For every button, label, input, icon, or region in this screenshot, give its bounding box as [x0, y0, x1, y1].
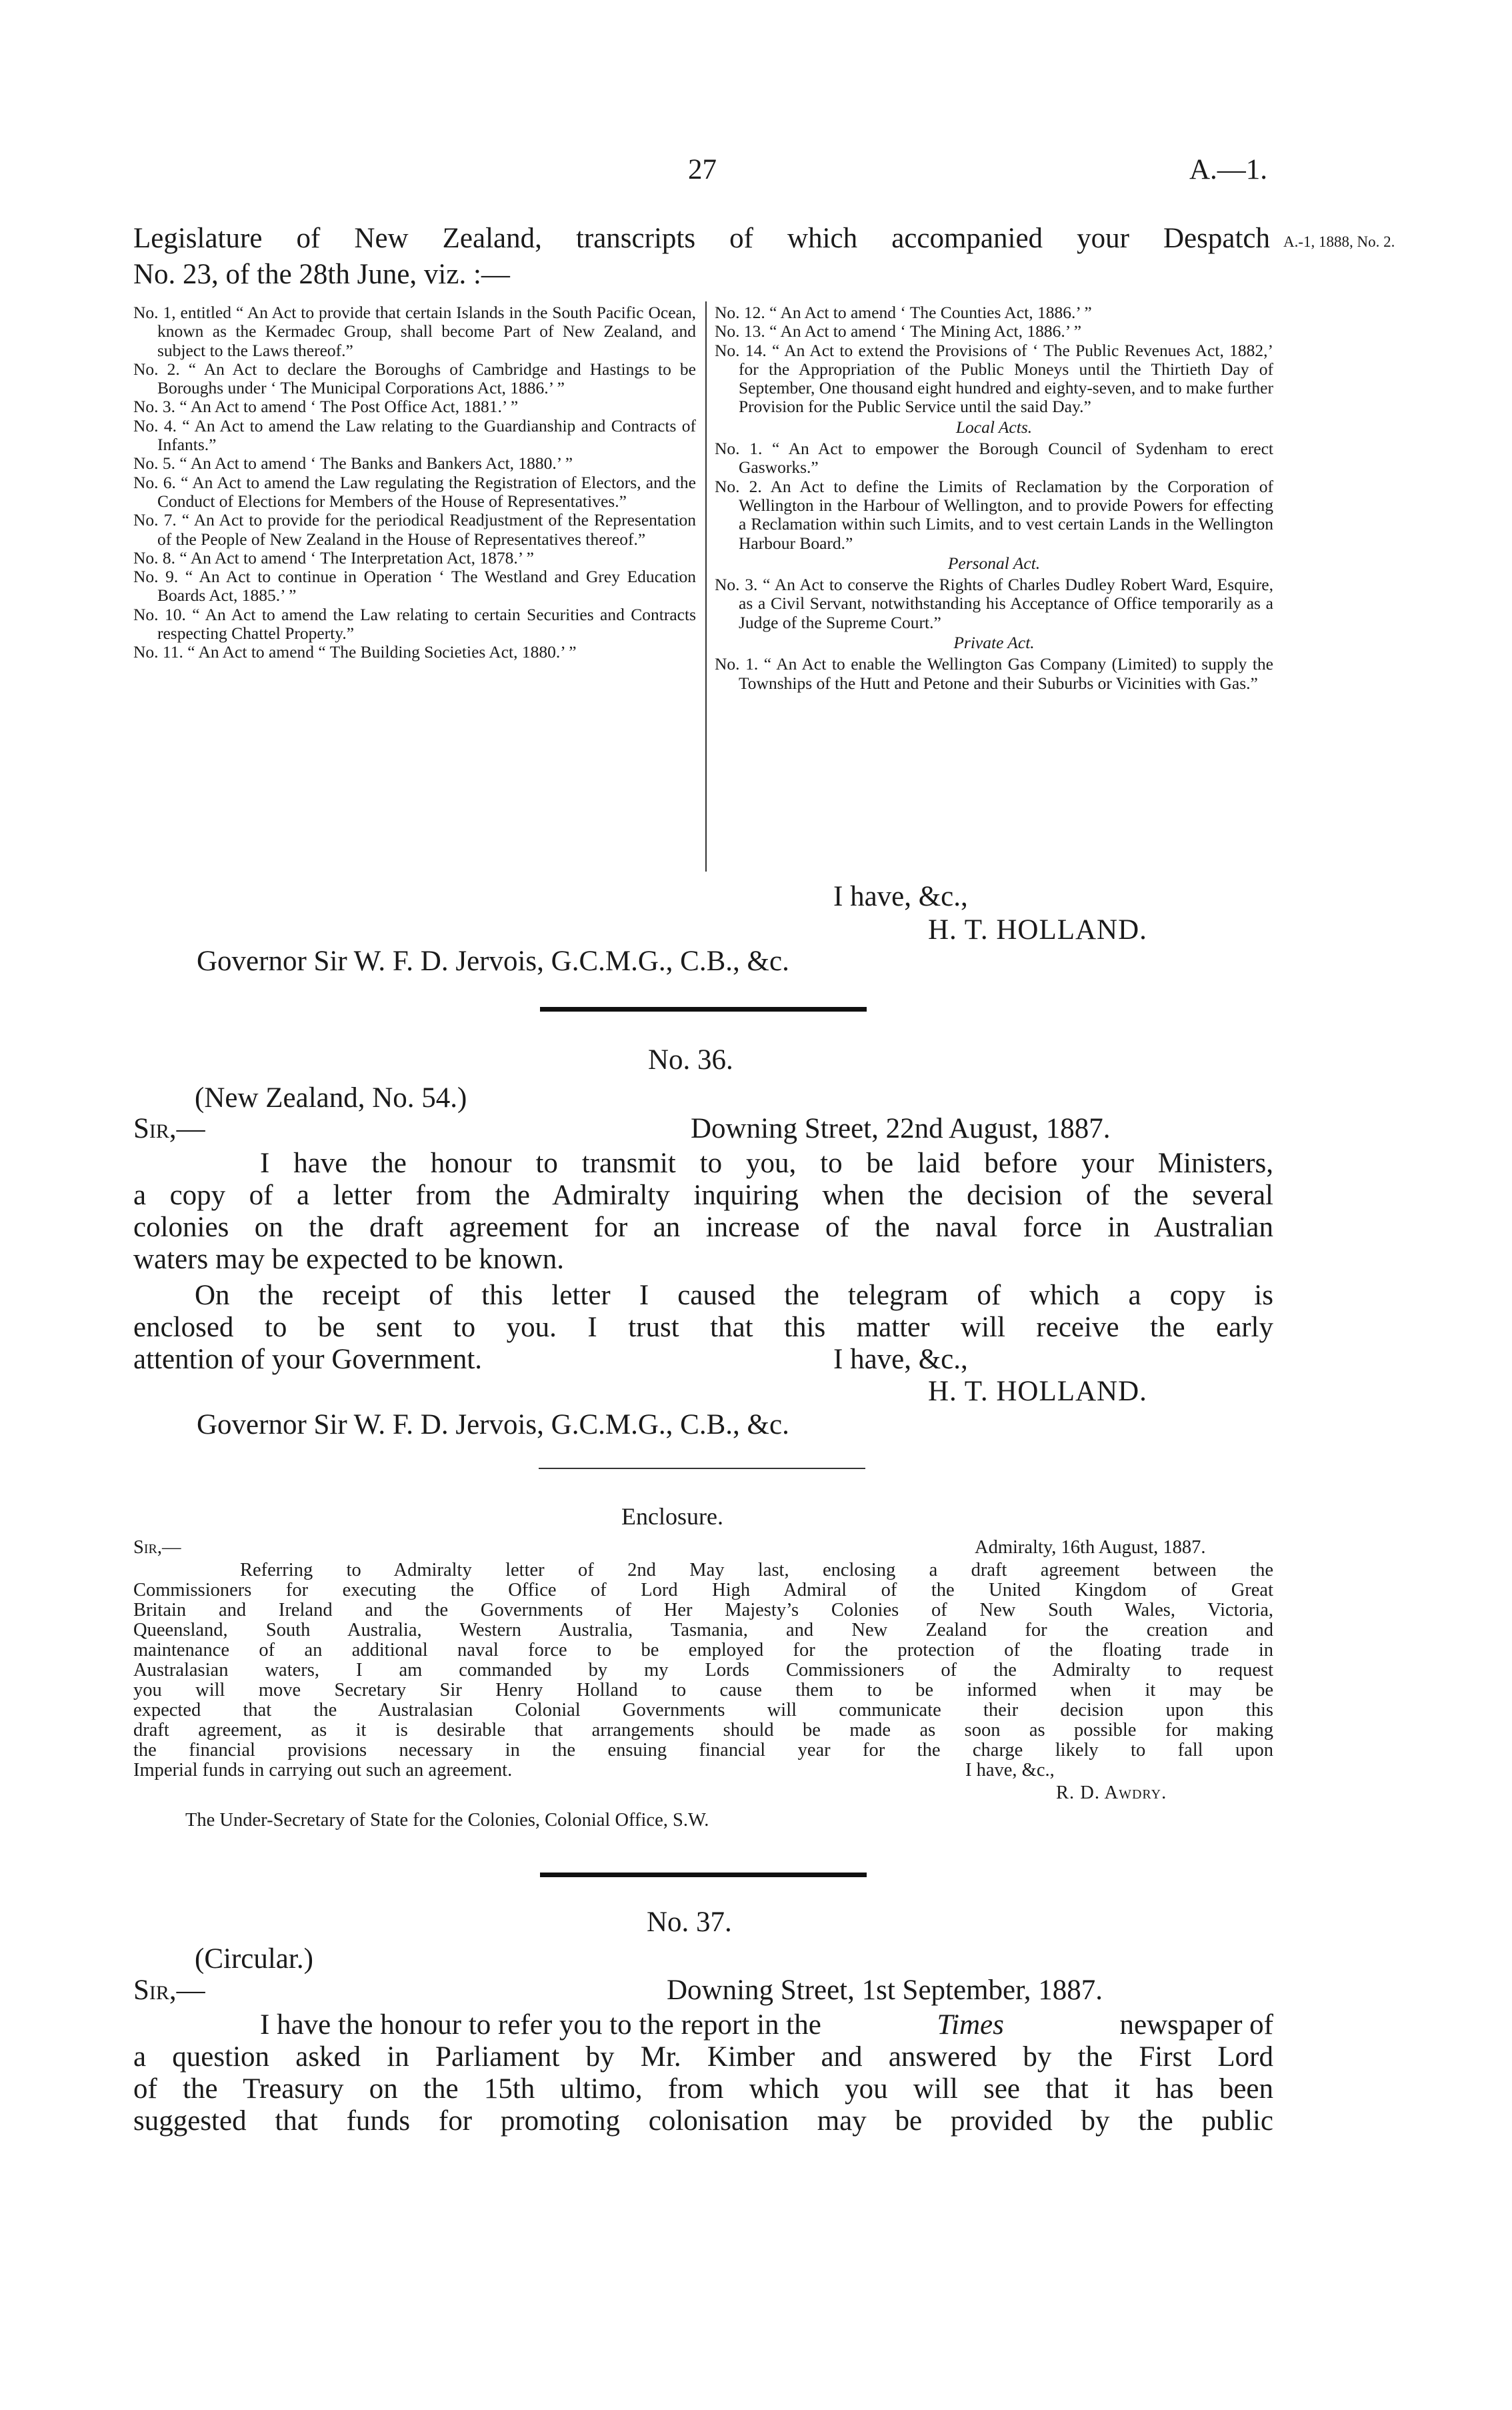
list-item: No. 10. “ An Act to amend the Law relating to certain Securities and Contracts respecting Chattel Property.” [133, 604, 696, 644]
list-item: No. 3. “ An Act to conserve the Rights of Charles Dudley Robert Ward, Esquire, as a Civil Servant, notwithstanding his Acceptance of Office temporarily as a Judge of the Supreme Court.” [715, 575, 1273, 632]
list-item: No. 6. “ An Act to amend the Law regulating the Registration of Electors, and the Conduct of Elections for Members of the House of Representatives.” [133, 472, 696, 511]
document-heading: No. 37. [647, 1907, 732, 1938]
local-acts-heading: Local Acts. [955, 417, 1033, 437]
enclosure-line: the financial provisions necessary in the ensuing financial year for the charge likely to fall upon [133, 1740, 1273, 1760]
margin-note: A.-1, 1888, No. 2. [1283, 233, 1395, 250]
place-date: Downing Street, 22nd August, 1887. [691, 1113, 1111, 1144]
newspaper-title: Times [937, 2009, 1004, 2041]
signature: H. T. HOLLAND. [928, 1376, 1147, 1407]
list-item: No. 3. “ An Act to amend ‘ The Post Office Act, 1881.’ ” [133, 397, 519, 417]
personal-act-heading: Personal Act. [947, 553, 1041, 573]
paragraph-line: On the receipt of this letter I caused the telegram of which a copy is [195, 1280, 1273, 1311]
paragraph-text: newspaper of [1119, 2009, 1273, 2041]
reference: (Circular.) [195, 1943, 313, 1975]
list-item: No. 4. “ An Act to amend the Law relating to the Guardianship and Contracts of Infants.” [133, 415, 696, 455]
paragraph-line: of the Treasury on the 15th ultimo, from which you will see that it has been [133, 2073, 1273, 2105]
place-date: Downing Street, 1st September, 1887. [667, 1975, 1103, 2006]
list-item: No. 5. “ An Act to amend ‘ The Banks and Bankers Act, 1880.’ ” [133, 453, 573, 473]
list-item: No. 1. “ An Act to empower the Borough Council of Sydenham to erect Gasworks.” [715, 439, 1273, 477]
place-date: Admiralty, 16th August, 1887. [975, 1537, 1206, 1558]
document-heading: No. 36. [648, 1044, 733, 1076]
enclosure-line: Britain and Ireland and the Governments of Her Majesty’s Colonies of New South Wales, Victoria, [133, 1600, 1273, 1620]
enclosure-line: expected that the Australasian Colonial Governments will communicate their decision upon this [133, 1700, 1273, 1720]
list-item: No. 9. “ An Act to continue in Operation ‘ The Westland and Grey Education Boards Act, 1885.’ ” [133, 567, 696, 606]
section-divider [540, 1007, 867, 1012]
sign-off: I have, &c., [833, 1344, 968, 1375]
enclosure-line: Queensland, South Australia, Western Australia, Tasmania, and New Zealand for the creation and [133, 1620, 1273, 1640]
addressee: Governor Sir W. F. D. Jervois, G.C.M.G., C.B., &c. [197, 946, 789, 977]
page-number: 27 [688, 154, 717, 185]
paragraph-line: attention of your Government. [133, 1344, 483, 1375]
paragraph-line: waters may be expected to be known. [133, 1244, 564, 1275]
acts-list-right [715, 303, 1273, 693]
salutation: Sir,— [133, 1537, 181, 1558]
enclosure-line: maintenance of an additional naval force to be employed for the protection of the floating trade in [133, 1640, 1273, 1660]
paragraph-line: suggested that funds for promoting colonisation may be provided by the public [133, 2105, 1273, 2137]
paragraph-line: a question asked in Parliament by Mr. Kimber and answered by the First Lord [133, 2041, 1273, 2073]
salutation: Sir,— [133, 1113, 205, 1144]
enclosure-line: Referring to Admiralty letter of 2nd May last, enclosing a draft agreement between the [240, 1560, 1273, 1580]
signature: R. D. Awdry. [1056, 1782, 1167, 1803]
section-divider [540, 1873, 867, 1877]
series-mark: A.—1. [1189, 154, 1268, 185]
enclosure-line: you will move Secretary Sir Henry Holland to cause them to be informed when it may be [133, 1680, 1273, 1700]
list-item: No. 12. “ An Act to amend ‘ The Counties Act, 1886.’ ” [715, 303, 1092, 322]
sign-off: I have, &c., [833, 881, 968, 912]
signature: H. T. HOLLAND. [928, 914, 1147, 946]
continuation-line-2: No. 23, of the 28th June, viz. :— [133, 259, 510, 290]
list-item: No. 8. “ An Act to amend ‘ The Interpretation Act, 1878.’ ” [133, 547, 534, 567]
paragraph-line: I have the honour to transmit to you, to be laid before your Ministers, [260, 1148, 1273, 1179]
enclosure-line: Commissioners for executing the Office of Lord High Admiral of the United Kingdom of Great [133, 1580, 1273, 1600]
reference: (New Zealand, No. 54.) [195, 1082, 467, 1114]
addressee: Governor Sir W. F. D. Jervois, G.C.M.G., C.B., &c. [197, 1409, 789, 1440]
sign-off: I have, &c., [965, 1760, 1055, 1780]
list-item: No. 7. “ An Act to provide for the periodical Readjustment of the Representation of the People of New Zealand in the House of Representatives thereof.” [133, 510, 696, 549]
list-item: No. 13. “ An Act to amend ‘ The Mining Act, 1886.’ ” [715, 321, 1082, 341]
paragraph-line [260, 2009, 1273, 2041]
enclosure-line: Imperial funds in carrying out such an agreement. [133, 1760, 513, 1780]
salutation: Sir,— [133, 1975, 205, 2006]
column-divider [705, 301, 707, 872]
enclosure-heading: Enclosure. [621, 1503, 723, 1530]
paragraph-line: enclosed to be sent to you. I trust that this matter will receive the early [133, 1312, 1273, 1343]
private-act-heading: Private Act. [953, 633, 1035, 653]
paragraph-line: colonies on the draft agreement for an increase of the naval force in Australian [133, 1212, 1273, 1243]
addressee: The Under-Secretary of State for the Colonies, Colonial Office, S.W. [185, 1810, 709, 1831]
enclosure-divider [539, 1468, 865, 1469]
paragraph-line: a copy of a letter from the Admiralty inquiring when the decision of the several [133, 1180, 1273, 1211]
list-item: No. 1. “ An Act to enable the Wellington Gas Company (Limited) to supply the Townships of the Hutt and Petone and their Suburbs or Vicinities with Gas.” [715, 654, 1273, 693]
acts-list-left [133, 303, 696, 662]
continuation-line-1: Legislature of New Zealand, transcripts of which accompanied your Despatch [133, 223, 1270, 254]
paragraph-text: I have the honour to refer you to the report in the [260, 2009, 821, 2041]
list-item: No. 1, entitled “ An Act to provide that certain Islands in the South Pacific Ocean, known as the Kermadec Group, shall become Part of New Zealand, and subject to the Laws thereof.” [133, 303, 696, 360]
list-item: No. 11. “ An Act to amend “ The Building Societies Act, 1880.’ ” [133, 642, 577, 662]
enclosure-line: Australasian waters, I am commanded by my Lords Commissioners of the Admiralty to request [133, 1660, 1273, 1680]
list-item: No. 14. “ An Act to extend the Provisions of ‘ The Public Revenues Act, 1882,’ for the Appropriation of the Public Moneys until the Thirtieth Day of September, One thousand eight hundred and eighty-seven, and to make further Provision for the Public Service until the said Day.” [715, 340, 1273, 417]
list-item: No. 2. “ An Act to declare the Boroughs of Cambridge and Hastings to be Boroughs under ‘ The Municipal Corporations Act, 1886.’ ” [133, 359, 696, 398]
list-item: No. 2. An Act to define the Limits of Reclamation by the Corporation of Wellington in the Harbour of Wellington, and to provide Powers for effecting a Reclamation within such Limits, and to vest certain Lands in the Wellington Harbour Board.” [715, 476, 1273, 553]
enclosure-line: draft agreement, as it is desirable that arrangements should be made as soon as possible for making [133, 1720, 1273, 1740]
